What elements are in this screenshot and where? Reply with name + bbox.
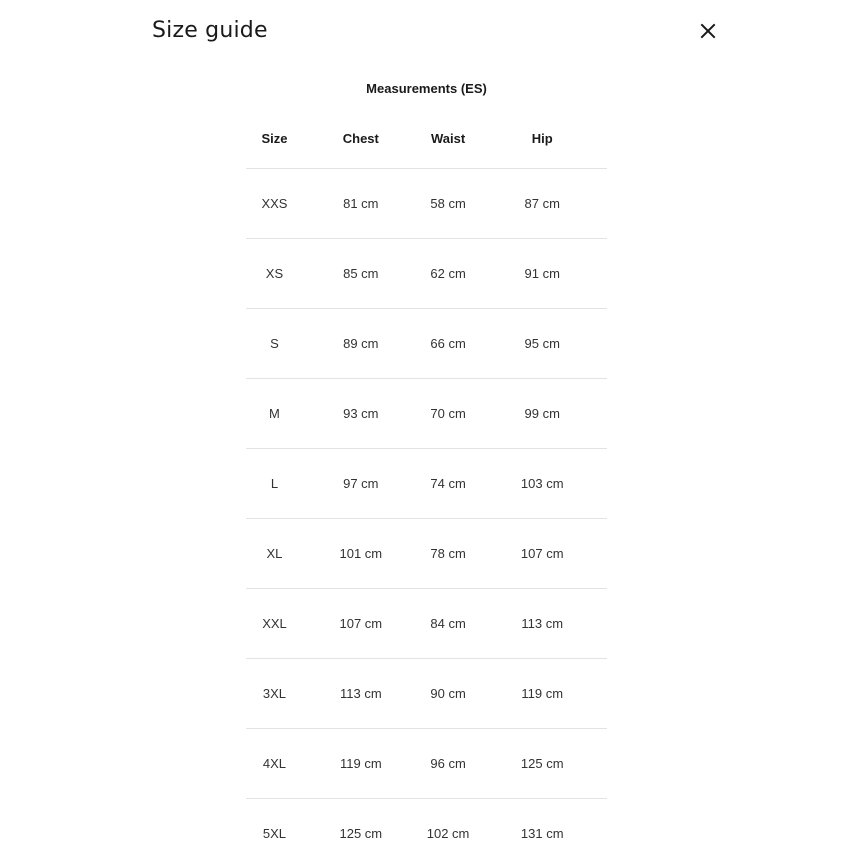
table-row <box>246 448 607 518</box>
table-row <box>246 588 607 658</box>
chest-cell: 119 cm <box>339 756 382 771</box>
close-icon <box>700 23 716 39</box>
hip-cell: 107 cm <box>520 546 564 561</box>
chest-cell: 101 cm <box>339 546 383 561</box>
hip-cell: 131 cm <box>520 826 564 841</box>
hip-cell: 113 cm <box>521 616 564 631</box>
hip-cell: 95 cm <box>524 336 560 351</box>
size-table <box>246 108 607 868</box>
size-cell: M <box>269 406 280 421</box>
waist-cell: 58 cm <box>430 196 466 211</box>
header-chest: Chest <box>342 130 379 146</box>
waist-cell: 102 cm <box>426 826 470 841</box>
chest-cell: 125 cm <box>339 826 383 841</box>
waist-cell: 96 cm <box>430 756 466 771</box>
table-caption: Measurements (ES) <box>366 81 487 96</box>
chest-cell: 97 cm <box>343 476 379 491</box>
hip-cell: 125 cm <box>520 756 564 771</box>
size-cell: 4XL <box>262 756 287 771</box>
chest-cell: 81 cm <box>343 196 379 211</box>
table-row <box>246 238 607 308</box>
hip-cell: 87 cm <box>524 196 560 211</box>
close-button[interactable] <box>693 16 723 46</box>
waist-cell: 74 cm <box>430 476 466 491</box>
hip-cell: 119 cm <box>521 686 564 701</box>
waist-cell: 66 cm <box>430 336 466 351</box>
size-cell: XS <box>265 266 284 281</box>
chest-cell: 93 cm <box>343 406 379 421</box>
size-cell: 3XL <box>262 686 287 701</box>
size-cell: L <box>270 476 279 491</box>
chest-cell: 107 cm <box>339 616 383 631</box>
table-row <box>246 798 607 868</box>
waist-cell: 84 cm <box>430 616 466 631</box>
hip-cell: 103 cm <box>520 476 564 491</box>
size-cell: S <box>270 336 279 351</box>
waist-cell: 78 cm <box>430 546 466 561</box>
size-cell: XXL <box>262 616 287 631</box>
table-row <box>246 378 607 448</box>
table-row <box>246 168 607 238</box>
waist-cell: 90 cm <box>430 686 466 701</box>
chest-cell: 89 cm <box>343 336 379 351</box>
waist-cell: 62 cm <box>430 266 466 281</box>
modal-title: Size guide <box>152 18 268 43</box>
header-waist: Waist <box>430 130 466 146</box>
table-row <box>246 658 607 728</box>
header-hip: Hip <box>531 130 553 146</box>
chest-cell: 85 cm <box>343 266 379 281</box>
size-cell: XXS <box>261 196 288 211</box>
table-row <box>246 518 607 588</box>
table-row <box>246 308 607 378</box>
chest-cell: 113 cm <box>339 686 382 701</box>
table-row <box>246 728 607 798</box>
header-size: Size <box>261 130 288 146</box>
hip-cell: 99 cm <box>524 406 560 421</box>
size-cell: XL <box>266 546 283 561</box>
hip-cell: 91 cm <box>524 266 560 281</box>
table-header-row <box>246 108 607 168</box>
waist-cell: 70 cm <box>430 406 466 421</box>
size-cell: 5XL <box>262 826 287 841</box>
